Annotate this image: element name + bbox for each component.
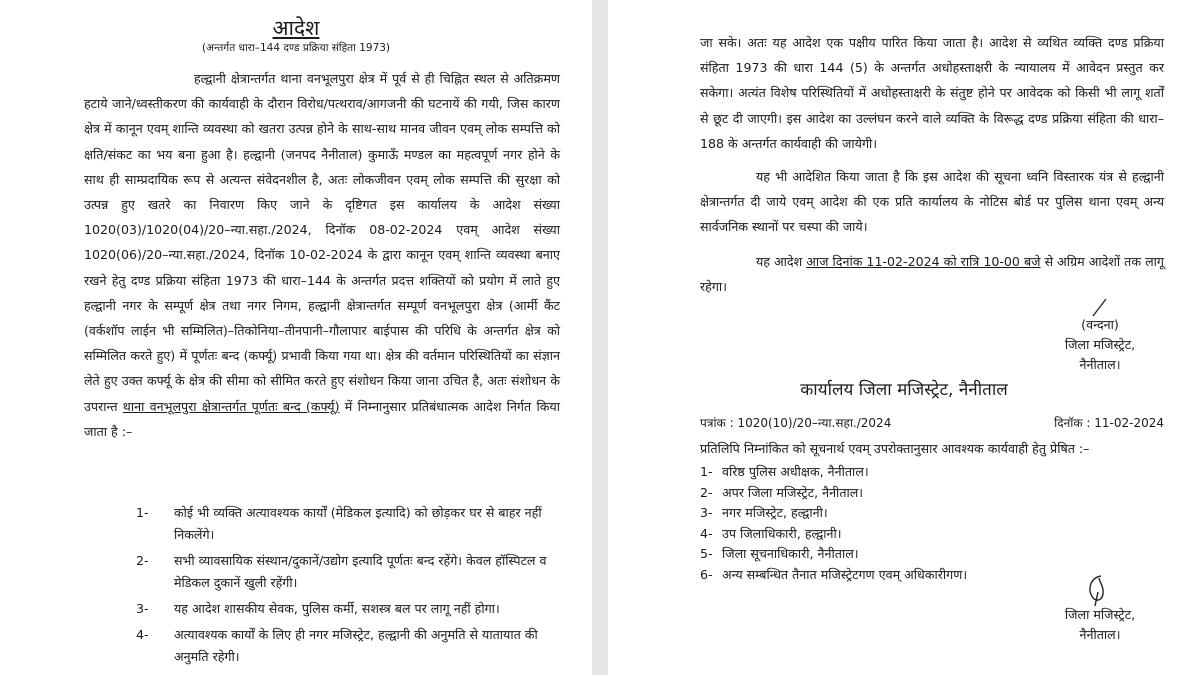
list-item-number: 4- [700, 525, 713, 541]
reference-date: दिनॉक : 11-02-2024 [1054, 416, 1164, 430]
order-subtitle: (अन्तर्गत धारा–144 दण्ड प्रक्रिया संहिता 1973) [201, 42, 391, 54]
publicity-paragraph: यह भी आदेशित किया जाता है कि इस आदेश की सूचना ध्वनि विस्तारक यंत्र से हल्द्वानी क्षेत्रान्तर्गत दी जाये एवम् आदेश की एक प्रति कार्यालय के नोटिस बोर्ड पर पुलिस थाना एवम् अन्य सार्वजनिक स्थानों पर चस्पा की जाये। [700, 169, 1164, 235]
list-item-text: जिला सूचनाधिकारी, नैनीताल। [722, 546, 859, 561]
list-item-number: 3- [136, 601, 149, 616]
effective-end: से अग्रिम आदेशों तक लागू रहेगा। [700, 254, 1164, 295]
appeal-paragraph: जा सके। अतः यह आदेश एक पक्षीय पारित किया जाता है। आदेश से व्यथित व्यक्ति दण्ड प्रक्रिया संहिता 1973 की धारा 144 (5) के अन्तर्गत अधोहस्ताक्षरी के न्यायालय में आवेदन प्रस्तुत कर सकेगा। अत्यंत विशेष परिस्थितियों में अधोहस्ताक्षरी के संतुष्ट होने पर आवेदक को किसी भी लागू शर्तों से छूट दी जाएगी। इस आदेश का उल्लंघन करने वाले व्यक्ति के विरूद्ध दण्ड प्रक्रिया संहिता की धारा–188 के अन्तर्गत कार्यवाही की जायेगी। [700, 35, 1164, 151]
list-item-text: अत्यावश्यक कार्यों के लिए ही नगर मजिस्ट्रेट, हल्द्वानी की अनुमति से यातायात की अनुमति रहेगी। [174, 627, 538, 664]
page-separator [592, 0, 608, 675]
main-paragraph-end: में निम्नानुसार प्रतिबंधात्मक आदेश निर्गत किया जाता है :– [84, 398, 560, 439]
list-item [700, 544, 967, 565]
list-item-text: अपर जिला मजिस्ट्रेट, नैनीताल। [722, 484, 864, 500]
list-item-text: यह आदेश शासकीय सेवक, पुलिस कर्मी, सशस्त्र बल पर लागू नहीं होगा। [174, 601, 500, 616]
list-item-number: 2- [136, 553, 149, 568]
list-item-text: नगर मजिस्ट्रेट, हल्द्वानी। [722, 505, 828, 520]
effective-start: यह आदेश [756, 254, 803, 269]
signatory-name: (वन्दना) [1081, 317, 1119, 332]
list-item [136, 624, 566, 668]
list-item-text: उप जिलाधिकारी, हल्द्वानी। [722, 525, 842, 541]
list-item [700, 462, 967, 483]
list-item [136, 502, 566, 546]
list-item-text: सभी व्यावसायिक संस्थान/दुकानें/उद्योग इत्यादि पूर्णतः बन्द रहेंगे। केवल हॉस्पिटल व मेडिकल दुकानें खुली रहेंगी। [174, 553, 547, 590]
signatory-designation: जिला मजिस्ट्रेट, [1064, 337, 1136, 352]
list-item [700, 565, 967, 586]
list-item-number: 4- [136, 627, 149, 642]
office-heading: कार्यालय जिला मजिस्ट्रेट, नैनीताल [800, 380, 1008, 400]
list-item [136, 598, 566, 620]
list-item-number: 3- [700, 505, 713, 520]
effective-date-paragraph [700, 249, 1164, 299]
list-item-number: 5- [700, 546, 713, 561]
copy-recipient-list [700, 462, 967, 585]
signatory-designation: जिला मजिस्ट्रेट, [1064, 607, 1136, 622]
list-item-number: 1- [700, 464, 713, 479]
signature-mark-2 [1084, 574, 1114, 608]
list-item-text: अन्य सम्बन्धित तैनात मजिस्ट्रेटगण एवम् अधिकारीगण। [722, 566, 968, 582]
curfew-area-underlined: थाना वनभूलपुरा क्षेत्रान्तर्गत पूर्णतः बन्द (कर्फ्यू) [122, 398, 340, 414]
signatory-place: नैनीताल। [1079, 357, 1121, 372]
list-item [136, 550, 566, 594]
signature-block-1 [1040, 315, 1160, 375]
restriction-list [136, 502, 566, 672]
reference-number: पत्रांक : 1020(10)/20–न्या.सहा./2024 [700, 416, 892, 430]
list-item-number: 2- [700, 484, 713, 500]
list-item-text: कोई भी व्यक्ति अत्यावश्यक कार्यों (मेडिकल इत्यादि) को छोड़कर घर से बाहर नहीं निकलेंगे। [174, 505, 542, 542]
list-item [700, 503, 967, 524]
signatory-place: नैनीताल। [1079, 627, 1121, 642]
list-item-number: 1- [136, 505, 149, 520]
order-page-2 [608, 0, 1200, 675]
list-item [700, 524, 967, 545]
effective-date-underlined: आज दिनांक 11-02-2024 को रात्रि 10-00 बजे [806, 254, 1041, 269]
list-item-number: 6- [700, 566, 713, 582]
list-item [700, 483, 967, 504]
signature-block-2 [1040, 605, 1160, 645]
reference-line [700, 414, 1164, 431]
order-main-paragraph [84, 66, 560, 444]
main-paragraph-text: हल्द्वानी क्षेत्रान्तर्गत थाना वनभूलपुरा क्षेत्र में पूर्व से ही चिह्नित स्थल से अतिक्रमण हटाये जाने/ध्वस्तीकरण की कार्यवाही के दौरान विरोध/पत्थराव/आगजनी की घटनायें की गयी, जिस कारण क्षेत्र में कानून एवम् शान्ति व्यवस्था को खतरा उत्पन्न होने के साथ-साथ मानव जीवन एवम् लोक सम्पत्ति को क्षति/संकट का भय बना हुआ है। हल्द्वानी (जनपद नैनीताल) कुमाऊँ मण्डल का महत्वपूर्ण नगर होने के साथ ही साम्प्रदायिक रूप से अत्यन्त संवेदनशील है, अतः लोकजीवन एवम् लोक सम्पत्ति की सुरक्षा को उत्पन्न हुए खतरे का निवारण किए जाने के दृष्टिगत इस कार्यालय के आदेश संख्या 1020(03)/1020(04)/20–न्या.सहा./2024, दिनॉक 08-02-2024 एवम् आदेश संख्या 1020(06)/20–न्या.सहा./2024, दिनॉक 10-02-2024 के द्वारा कानून एवम् शान्ति व्यवस्था बनाए रखने हेतु दण्ड प्रक्रिया संहिता 1973 की धारा–144 के अन्तर्गत प्रदत्त शक्तियों को प्रयोग में लाते हुए हल्द्वानी नगर के सम्पूर्ण क्षेत्र तथा नगर निगम, हल्द्वानी क्षेत्रान्तर्गत सम्पूर्ण वनभूलपुरा क्षेत्र (आर्मी कैंट (वर्कशॉप लाईन भी सम्मिलित)–तिकोनिया–तीनपानी–गौलापार बाईपास की परिधि के अन्तर्गत क्षेत्र को सम्मिलित करते हुए) में पूर्णतः बन्द (कर्फ्यू) प्रभावी किया गया था। क्षेत्र की वर्तमान परिस्थितियों का संज्ञान लेते हुए उक्त कर्फ्यू के क्षेत्र की सीमा को सीमित करते हुए संशोधन किया जाना उचित है, अतः संशोधन के उपरान्त [84, 71, 561, 414]
copy-to-line: प्रतिलिपि निम्नांकित को सूचनार्थ एवम् उपरोक्तानुसार आवश्यक कार्यवाही हेतु प्रेषित :– [700, 441, 1090, 456]
order-title: आदेश [272, 16, 320, 40]
list-item-text: वरिष्ठ पुलिस अधीक्षक, नैनीताल। [722, 464, 869, 479]
order-page-1 [0, 0, 592, 675]
